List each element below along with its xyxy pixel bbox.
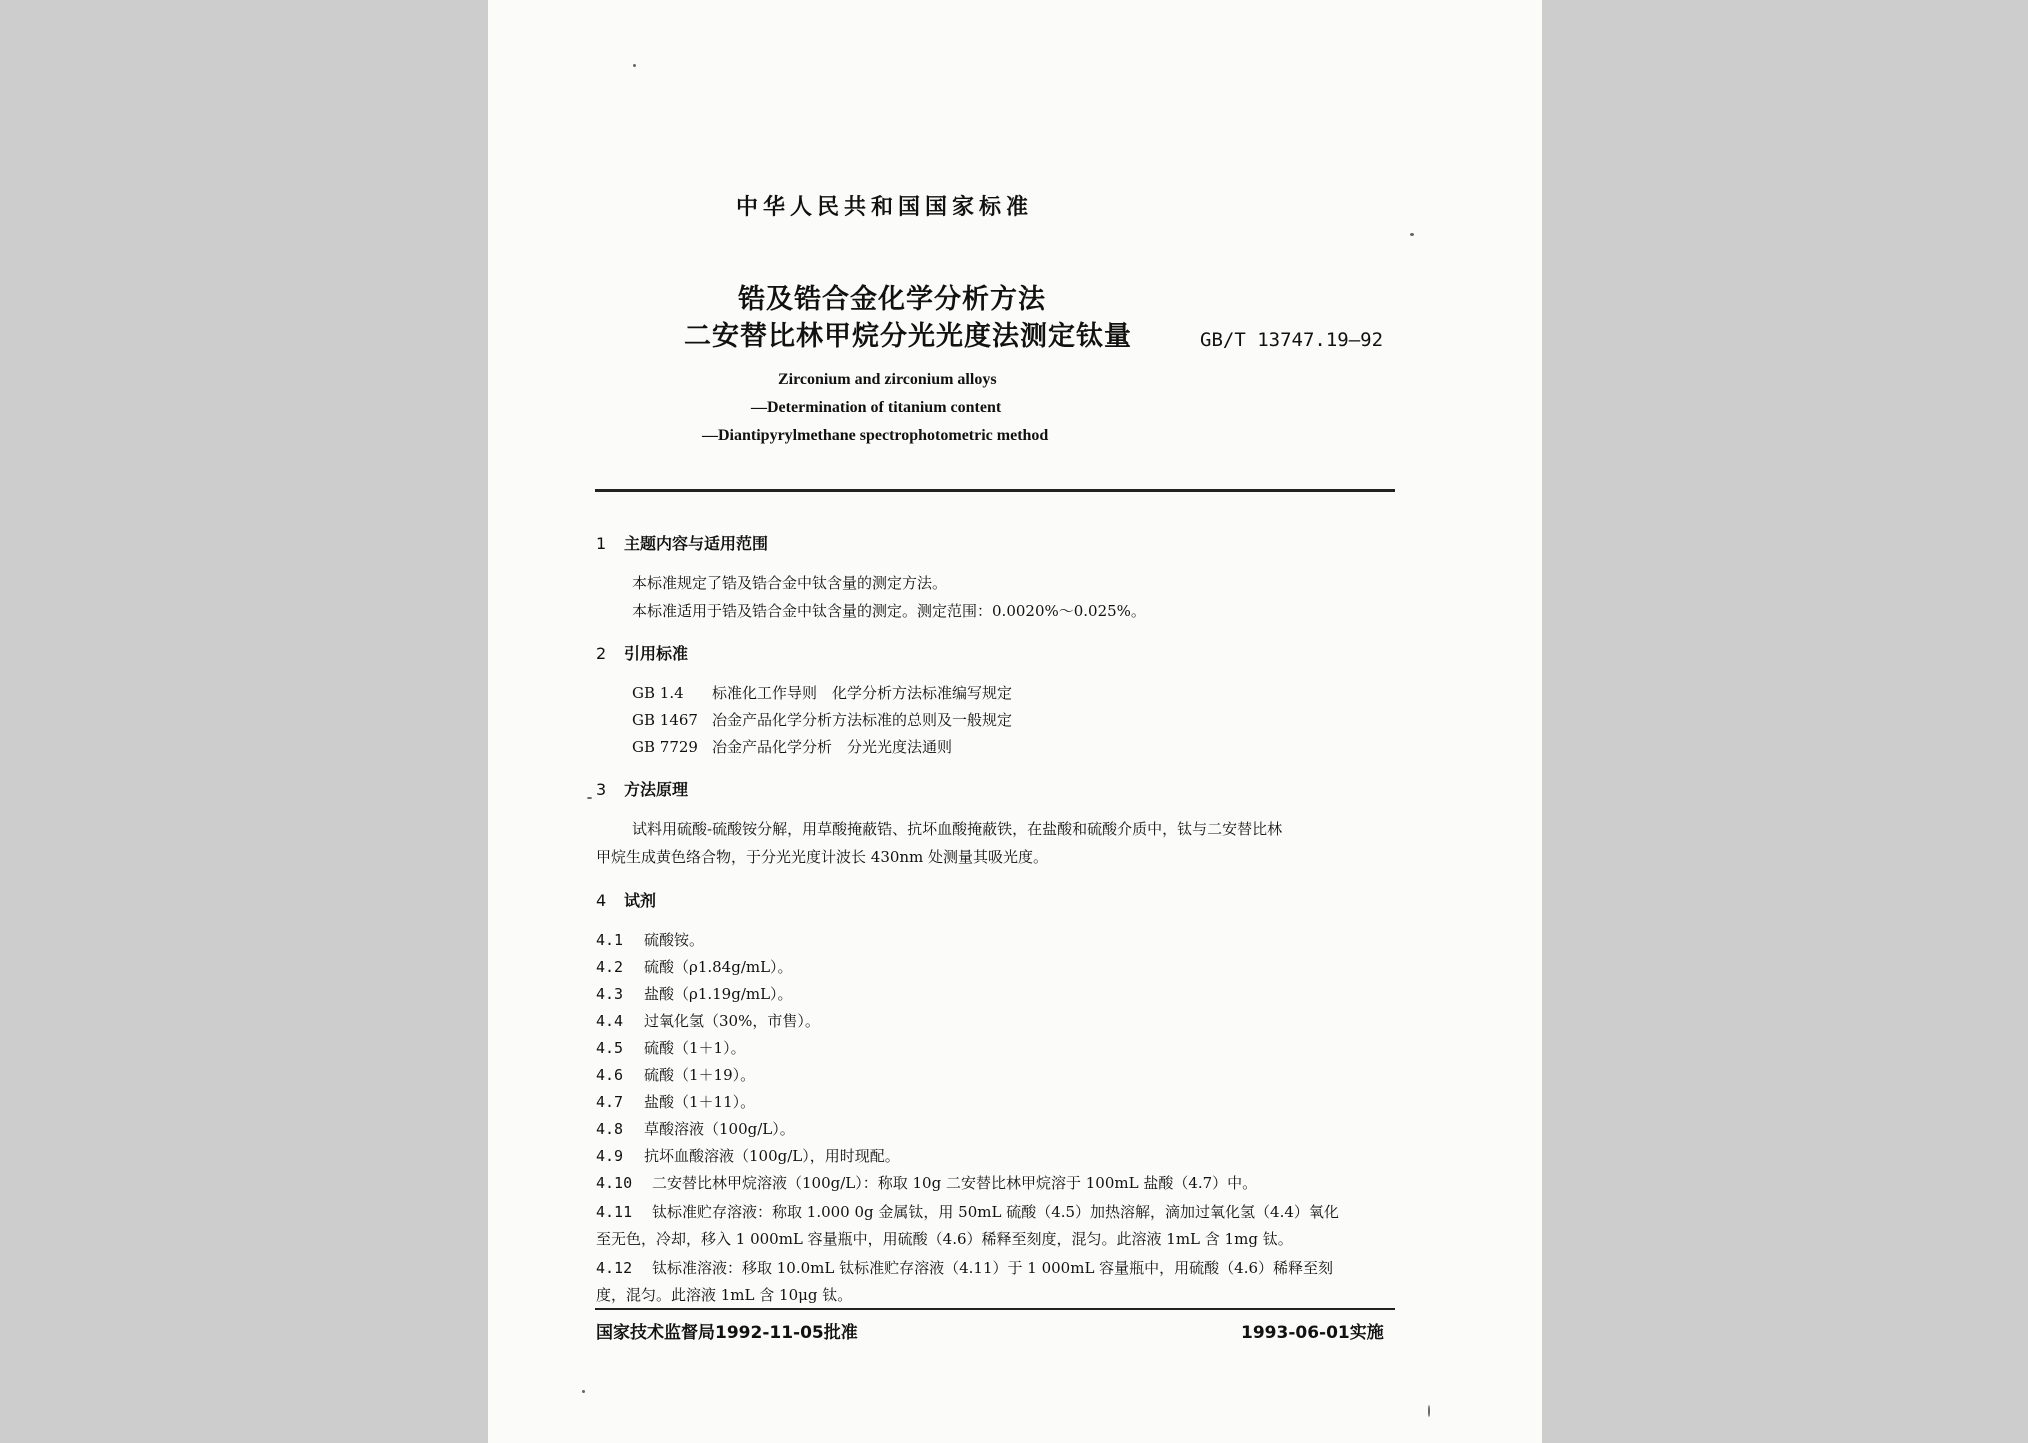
section-title: 主题内容与适用范围	[624, 534, 769, 553]
reagent-item-continuation: 至无色，冷却，移入 1 000mL 容量瓶中，用硫酸（4.6）稀释至刻度，混匀。此溶液 1mL 含 1mg 钛。	[596, 1230, 1293, 1248]
item-text: 硫酸铵。	[644, 931, 705, 949]
reagent-item	[596, 956, 793, 977]
item-number: 4.4	[596, 1012, 624, 1030]
item-text: 硫酸（1＋1）。	[644, 1039, 746, 1057]
reference-code: GB 7729	[632, 738, 698, 756]
section-title: 试剂	[624, 891, 657, 910]
item-text: 盐酸（ρ1.19g/mL）。	[644, 985, 793, 1003]
document-page	[488, 0, 1542, 1443]
reagent-item-continuation: 度，混匀。此溶液 1mL 含 10μg 钛。	[596, 1286, 853, 1304]
scan-speck	[582, 1390, 585, 1393]
english-title-line3: —Diantipyrylmethane spectrophotometric method	[702, 427, 1049, 444]
paragraph: 试料用硫酸-硫酸铵分解，用草酸掩蔽锆、抗坏血酸掩蔽铁，在盐酸和硫酸介质中，钛与二安替比林	[632, 820, 1283, 838]
section-title: 方法原理	[624, 780, 689, 799]
item-number: 4.2	[596, 958, 624, 976]
item-number: 4.12	[596, 1259, 633, 1277]
english-title-line1: Zirconium and zirconium alloys	[778, 371, 997, 388]
paragraph: 本标准规定了锆及锆合金中钛含量的测定方法。	[632, 574, 948, 592]
reference-code: GB 1.4	[632, 684, 684, 702]
paragraph: 甲烷生成黄色络合物，于分光光度计波长 430nm 处测量其吸光度。	[596, 848, 1049, 866]
item-number: 4.3	[596, 985, 624, 1003]
reagent-item	[596, 1091, 755, 1112]
item-text: 抗坏血酸溶液（100g/L），用时现配。	[644, 1147, 900, 1165]
item-number: 4.7	[596, 1093, 624, 1111]
section-number: 3	[596, 780, 607, 799]
item-number: 4.10	[596, 1174, 633, 1192]
item-number: 4.8	[596, 1120, 624, 1138]
item-text: 过氧化氢（30%，市售）。	[644, 1012, 820, 1030]
standard-type-heading: 中华人民共和国国家标准	[736, 195, 1034, 220]
standard-number: GB/T 13747.19—92	[1200, 329, 1384, 351]
scan-speck	[1410, 233, 1414, 236]
english-title-line2: —Determination of titanium content	[751, 399, 1002, 416]
reagent-item	[596, 1201, 1339, 1222]
item-text: 钛标准贮存溶液：称取 1.000 0g 金属钛，用 50mL 硫酸（4.5）加热溶解，滴加过氧化氢（4.4）氧化	[652, 1203, 1339, 1221]
item-number: 4.5	[596, 1039, 624, 1057]
reference-item	[632, 736, 952, 757]
reference-item	[632, 709, 1012, 730]
item-text: 硫酸（1＋19）。	[644, 1066, 756, 1084]
section-3-heading	[596, 777, 688, 800]
reagent-item	[596, 1118, 795, 1139]
reference-item	[632, 682, 1012, 703]
reference-text: 标准化工作导则 化学分析方法标准编写规定	[712, 684, 1013, 702]
effective-date: 1993-06-01实施	[1241, 1323, 1384, 1343]
section-number: 4	[596, 891, 607, 910]
section-4-heading	[596, 888, 656, 911]
reagent-item	[596, 1257, 1333, 1278]
item-text: 钛标准溶液：移取 10.0mL 钛标准贮存溶液（4.11）于 1 000mL 容量瓶中，用硫酸（4.6）稀释至刻	[652, 1259, 1334, 1277]
item-text: 盐酸（1＋11）。	[644, 1093, 756, 1111]
reagent-item	[596, 1064, 755, 1085]
item-text: 二安替比林甲烷溶液（100g/L）：称取 10g 二安替比林甲烷溶于 100mL 盐酸（4.7）中。	[652, 1174, 1258, 1192]
item-text: 硫酸（ρ1.84g/mL）。	[644, 958, 793, 976]
section-1-heading	[596, 531, 768, 554]
document-title-line1: 锆及锆合金化学分析方法	[738, 284, 1046, 315]
footer-divider	[595, 1308, 1395, 1310]
section-2-heading	[596, 641, 688, 664]
reference-text: 冶金产品化学分析方法标准的总则及一般规定	[712, 711, 1013, 729]
scan-speck	[633, 64, 636, 67]
section-number: 2	[596, 644, 607, 663]
scan-speck	[1428, 1405, 1430, 1417]
paragraph: 本标准适用于锆及锆合金中钛含量的测定。测定范围：0.0020%～0.025%。	[632, 602, 1146, 620]
section-title: 引用标准	[624, 644, 689, 663]
scan-speck	[587, 797, 592, 799]
item-text: 草酸溶液（100g/L）。	[644, 1120, 795, 1138]
reagent-item	[596, 1010, 820, 1031]
item-number: 4.1	[596, 931, 624, 949]
reagent-item	[596, 983, 793, 1004]
reference-text: 冶金产品化学分析 分光光度法通则	[712, 738, 953, 756]
reference-code: GB 1467	[632, 711, 698, 729]
reagent-item	[596, 929, 704, 950]
item-number: 4.11	[596, 1203, 633, 1221]
approval-date: 国家技术监督局1992-11-05批准	[596, 1323, 858, 1343]
header-divider	[595, 489, 1395, 492]
item-number: 4.9	[596, 1147, 624, 1165]
reagent-item	[596, 1172, 1257, 1193]
section-number: 1	[596, 534, 607, 553]
reagent-item	[596, 1037, 746, 1058]
document-title-line2: 二安替比林甲烷分光光度法测定钛量	[684, 321, 1132, 352]
item-number: 4.6	[596, 1066, 624, 1084]
reagent-item	[596, 1145, 900, 1166]
